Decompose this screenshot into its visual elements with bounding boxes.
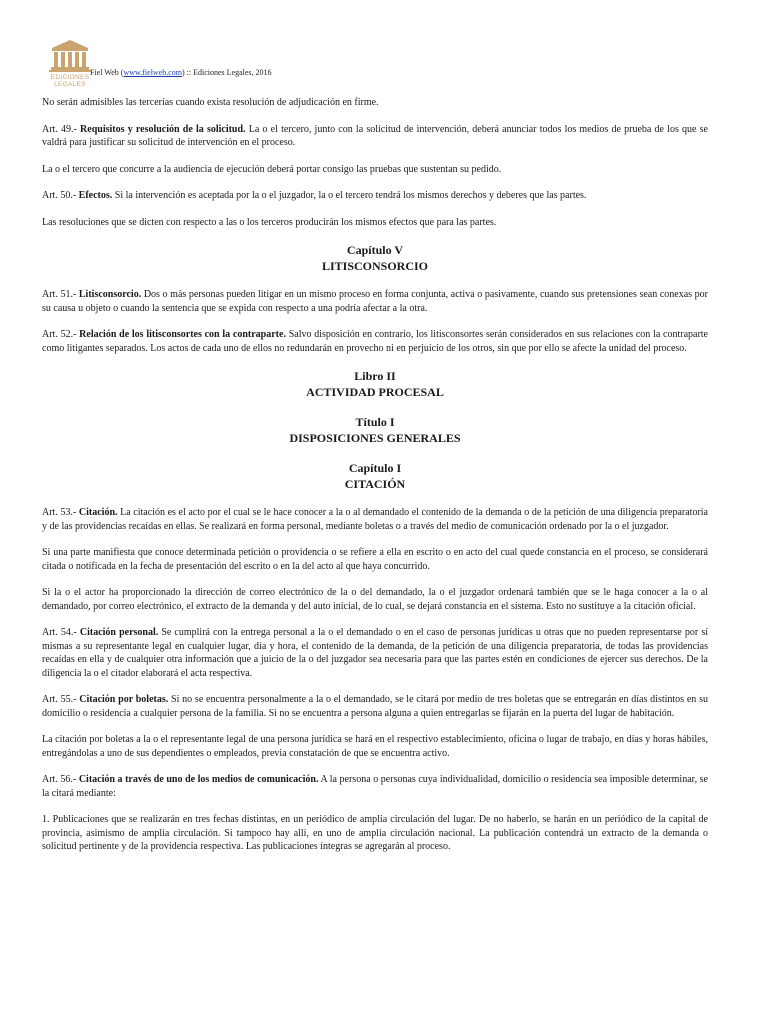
article-title: Relación de los litisconsortes con la contraparte. bbox=[79, 329, 286, 340]
article-text: Salvo disposición en contrario, los litisconsortes serán considerados en sus relaciones con la contraparte como litigantes separados. Los actos de cada uno de ellos no redundarán en provecho ni en perjuicio de los otros, sin que por ello se afecte la unidad del proceso. bbox=[42, 329, 708, 354]
section-heading bbox=[42, 242, 708, 274]
body-paragraph: La o el tercero que concurre a la audiencia de ejecución deberá portar consigo las pruebas que sustentan su pedido. bbox=[42, 163, 502, 175]
article-number: Art. 55.- bbox=[42, 694, 80, 705]
article-text: Dos o más personas pueden litigar en un mismo proceso en forma conjunta, activa o pasivamente, cuando sus pretensiones sean conexas por su causa u objeto o cuando la sentencia que se expida con respecto a una podría afectar a la otra. bbox=[42, 289, 708, 314]
heading-line-2: CITACIÓN bbox=[344, 477, 406, 491]
article-number: Art. 56.- bbox=[42, 774, 79, 785]
article-paragraph bbox=[42, 773, 708, 800]
article-number: Art. 52.- bbox=[42, 329, 80, 340]
source-line bbox=[90, 68, 272, 77]
article-paragraph bbox=[42, 288, 708, 315]
article-number: Art. 51.- bbox=[42, 289, 79, 300]
body-paragraph: La citación por boletas a la o el representante legal de una persona jurídica se hará en el respectivo establecimiento, oficina o lugar de trabajo, en días y horas hábiles, entregándolas a uno de sus dependientes o empleados, previa constatación de que se encuentra activo. bbox=[42, 734, 708, 759]
heading-line-1: Título I bbox=[355, 415, 395, 429]
section-heading bbox=[42, 368, 708, 400]
source-suffix: ) :: Ediciones Legales, 2016 bbox=[182, 68, 272, 77]
page-header bbox=[40, 38, 730, 94]
logo-text-line2: LEGALES bbox=[54, 81, 86, 88]
article-paragraph bbox=[42, 328, 708, 355]
body-paragraph: Si la o el actor ha proporcionado la dirección de correo electrónico de la o del demandado, la o el juzgador ordenará también que se le haga conocer a la o al demandado, por correo electrónico, el extracto de la demanda y del auto inicial, de lo cual, se dejará constancia en el sistema. Esto no sustituye a la citación oficial. bbox=[42, 587, 708, 612]
article-paragraph bbox=[42, 189, 708, 203]
article-text: A la persona o personas cuya individualidad, domicilio o residencia sea imposible determinar, se la citará mediante: bbox=[42, 774, 708, 799]
article-title: Citación. bbox=[78, 507, 118, 518]
article-number: Art. 53.- bbox=[42, 507, 79, 518]
article-number: Art. 49.- bbox=[42, 123, 81, 135]
article-title: Citación a través de uno de los medios de comunicación. bbox=[78, 774, 319, 785]
article-number: Art. 50.- bbox=[42, 190, 79, 201]
article-text: La o el tercero, junto con la solicitud de intervención, deberá anunciar todos los medios de prueba de los que se valdrá para justificar su solicitud de intervención en el proceso. bbox=[42, 123, 708, 148]
body-paragraph: Las resoluciones que se dicten con respecto a las o los terceros producirán los mismos efectos que para las partes. bbox=[42, 216, 497, 228]
section-heading bbox=[42, 414, 708, 446]
fielweb-link[interactable]: www.fielweb.com bbox=[123, 68, 183, 77]
article-text: Si no se encuentra personalmente a la o el demandado, se le citará por medio de tres boletas que se entregarán en días distintos en su domicilio o residencia a cualquier persona de la familia. Si no se encuentra a persona alguna a quien entregarlas se fijarán en la puerta del lugar de habitación. bbox=[42, 694, 708, 719]
article-title: Citación por boletas. bbox=[79, 694, 169, 705]
source-prefix: Fiel Web ( bbox=[90, 68, 124, 77]
article-paragraph bbox=[42, 626, 708, 680]
heading-line-2: DISPOSICIONES GENERALES bbox=[289, 431, 461, 445]
article-text: Si la intervención es aceptada por la o el juzgador, la o el tercero tendrá los mismos derechos y deberes que las partes. bbox=[112, 190, 587, 201]
body-paragraph: 1. Publicaciones que se realizarán en tres fechas distintas, en un periódico de amplia circulación del lugar. De no haberlo, se harán en un periódico de la capital de provincia, asimismo de amplia circulación. Si tampoco hay allí, en uno de amplia circulación nacional. La publicación contendrá un extracto de la demanda o solicitud pertinente y de la providencia respectiva. Las publicaciones íntegras se agregarán al proceso. bbox=[42, 814, 708, 852]
logo-text-line1: EDICIONES bbox=[50, 74, 90, 81]
article-text: Se cumplirá con la entrega personal a la o el demandado o en el caso de personas jurídicas u otras que no pueden representarse por sí mismas a su representante legal en cualquier lugar, día y hora, el contenido de la demanda, de la petición de una diligencia preparatoria, de todas las providencias recaídas en ella y de cualquier otra información que a juicio de la o del juzgador sea necesaria para que las partes estén en condiciones de ejercer sus derechos. De la diligencia la o el citador elaborará el acta respectiva. bbox=[42, 627, 708, 679]
article-text: La citación es el acto por el cual se le hace conocer a la o al demandado el contenido de la demanda o de la petición de una diligencia preparatoria y de las providencias recaídas en ellas. Se realizará en forma personal, mediante boletas o a través del medio de comunicación ordenado por la o el juzgador. bbox=[42, 507, 708, 532]
article-title: Efectos. bbox=[78, 190, 113, 201]
heading-line-1: Capítulo I bbox=[348, 461, 402, 475]
body-paragraph: No serán admisibles las tercerías cuando exista resolución de adjudicación en firme. bbox=[42, 97, 379, 108]
heading-line-2: ACTIVIDAD PROCESAL bbox=[306, 385, 444, 399]
article-title: Requisitos y resolución de la solicitud. bbox=[80, 123, 246, 135]
heading-line-2: LITISCONSORCIO bbox=[321, 259, 429, 273]
section-heading bbox=[42, 460, 708, 492]
document-body bbox=[42, 96, 708, 867]
article-paragraph bbox=[42, 123, 708, 150]
ediciones-legales-logo bbox=[40, 38, 100, 94]
heading-line-1: Capítulo V bbox=[346, 243, 404, 257]
article-title: Litisconsorcio. bbox=[78, 289, 142, 300]
article-paragraph bbox=[42, 693, 708, 720]
article-title: Citación personal. bbox=[79, 627, 159, 638]
body-paragraph: Si una parte manifiesta que conoce determinada petición o providencia o se refiere a ella en escrito o en acto del cual quede constancia en el proceso, se considerará citada o notificada en la fecha de presentación del escrito o en la del acto al que haya concurrido. bbox=[42, 547, 708, 572]
article-paragraph bbox=[42, 506, 708, 533]
article-number: Art. 54.- bbox=[42, 627, 80, 638]
heading-line-1: Libro II bbox=[354, 369, 396, 383]
